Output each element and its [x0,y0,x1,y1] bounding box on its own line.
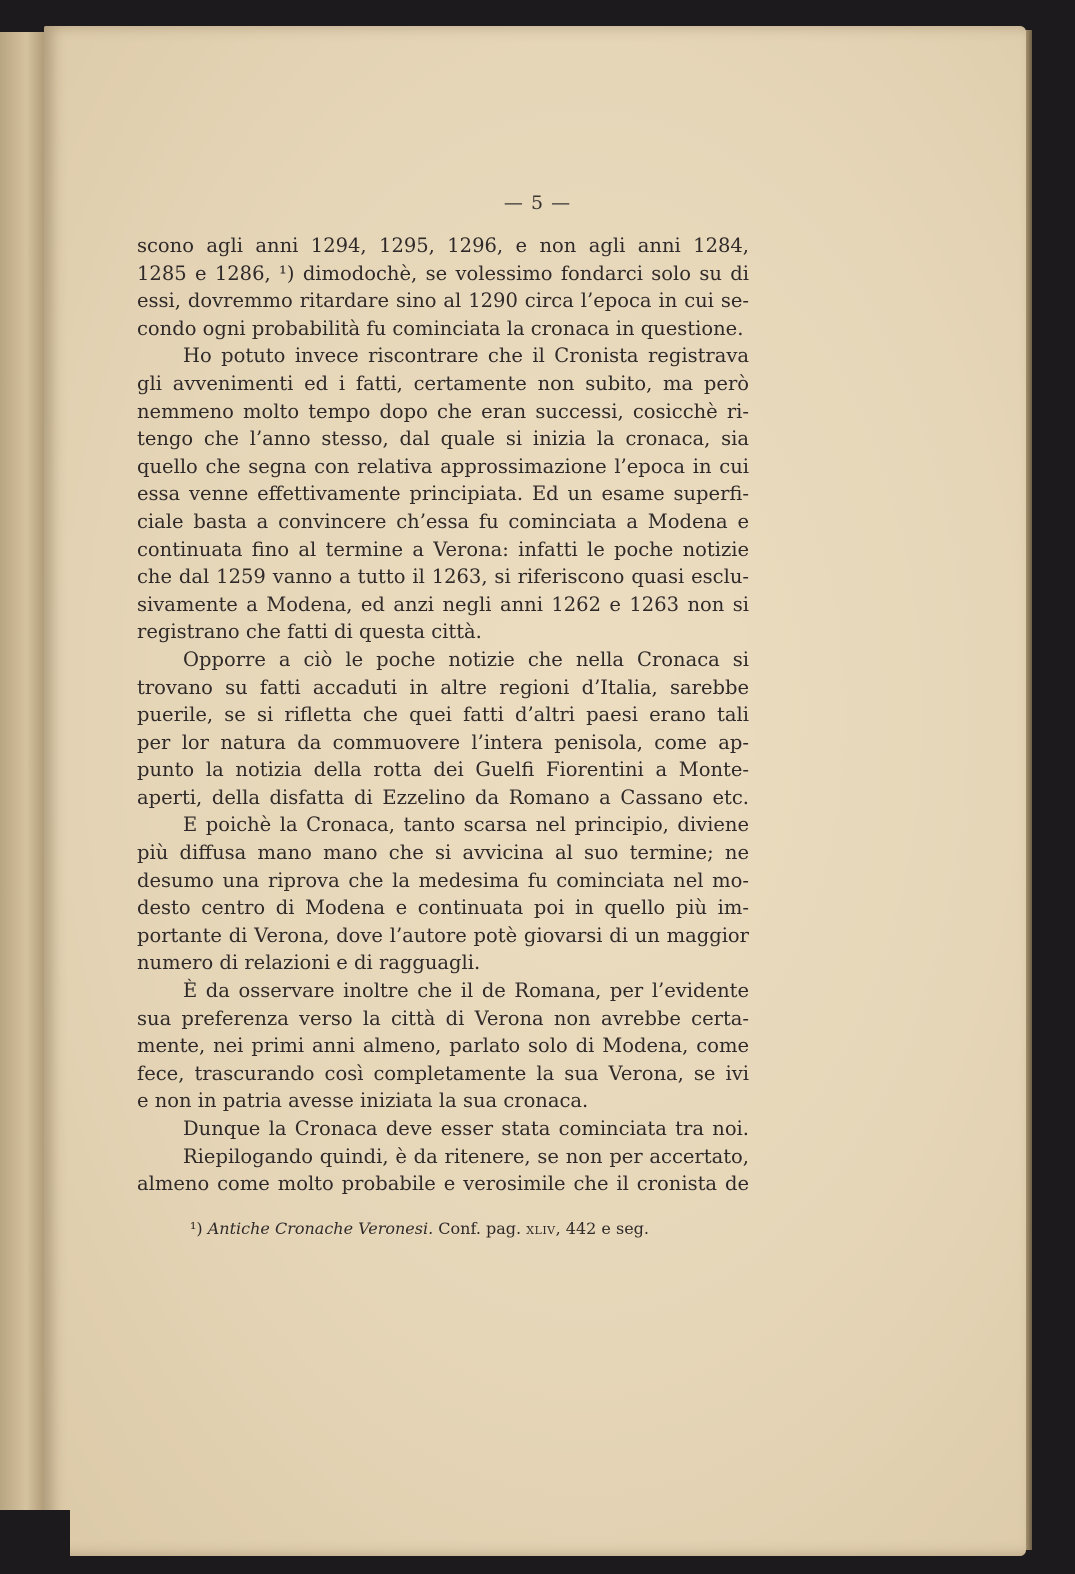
text-line: Ho potuto invece riscontrare che il Cronista registrava [183,344,749,368]
text-line: Riepilogando quindi, è da ritenere, se non per accertato, [183,1144,749,1168]
text-line: per lor natura da commuovere l’intera penisola, come ap- [137,730,749,754]
text-line: E poichè la Cronaca, tanto scarsa nel principio, diviene [183,813,749,837]
footnote-conf: Conf. pag. [438,1219,522,1238]
text-line: puerile, se si rifletta che quei fatti d’altri paesi erano tali [137,703,749,727]
text-line: almeno come molto probabile e verosimile che il cronista de [137,1172,749,1196]
text-line: numero di relazioni e di ragguagli. [137,951,481,975]
text-line: Dunque la Cronaca deve esser stata cominciata tra noi. [183,1117,749,1140]
text-line: nemmeno molto tempo dopo che eran successi, cosicchè ri- [137,399,749,423]
text-line: registrano che fatti di questa città. [137,620,482,644]
text-line: più diffusa mano mano che si avvicina al suo termine; ne [137,841,749,865]
text-line: sivamente a Modena, ed anzi negli anni 1262 e 1263 non si [137,592,749,616]
body-text [137,232,749,1198]
footnote-roman-page: xliv [526,1219,556,1238]
footnote-title: Antiche Cronache Veronesi. [207,1219,434,1238]
page-number: — 5 — [503,192,572,214]
text-line: È da osservare inoltre che il de Romana, per l’evidente [183,979,749,1003]
text-line: essa venne effettivamente principiata. Ed un esame superfi- [137,482,749,506]
text-line: portante di Verona, dove l’autore potè giovarsi di un maggior [137,923,749,947]
text-line: che dal 1259 vanno a tutto il 1263, si riferiscono quasi esclu- [137,565,749,589]
text-line: ciale basta a convincere ch’essa fu cominciata a Modena e [137,509,749,533]
text-line: tengo che l’anno stesso, dal quale si inizia la cronaca, sia [137,427,749,451]
text-line: sua preferenza verso la città di Verona non avrebbe certa- [137,1006,749,1030]
text-line: trovano su fatti accaduti in altre regioni d’Italia, sarebbe [137,675,749,699]
text-line: essi, dovremmo ritardare sino al 1290 circa l’epoca in cui se- [137,289,749,313]
scan-margin [0,1510,70,1574]
text-line: gli avvenimenti ed i fatti, certamente non subito, ma però [137,371,749,395]
text-line: scono agli anni 1294, 1295, 1296, e non agli anni 1284, [137,234,749,257]
text-line: fece, trascurando così completamente la sua Verona, se ivi [137,1061,749,1085]
text-line: punto la notizia della rotta dei Guelfi Fiorentini a Monte- [137,758,749,782]
text-line: e non in patria avesse iniziata la sua cronaca. [137,1089,589,1113]
left-page-edge [0,32,50,1574]
text-line: mente, nei primi anni almeno, parlato solo di Modena, come [137,1034,749,1058]
text-line: Opporre a ciò le poche notizie che nella Cronaca si [183,647,749,671]
text-line: desto centro di Modena e continuata poi in quello più im- [137,896,749,920]
footnote-rest: , 442 e seg. [555,1219,649,1238]
footnote [190,1219,649,1238]
text-line: continuata fino al termine a Verona: infatti le poche notizie [137,537,749,561]
text-line: 1285 e 1286, ¹) dimodochè, se volessimo fondarci solo su di [137,261,749,285]
footnote-marker: ¹) [190,1219,203,1238]
text-line: aperti, della disfatta di Ezzelino da Romano a Cassano etc. [137,785,749,809]
text-line: desumo una riprova che la medesima fu cominciata nel mo- [137,868,749,892]
text-line: condo ogni probabilità fu cominciata la cronaca in questione. [137,316,744,340]
text-line: quello che segna con relativa approssimazione l’epoca in cui [137,454,749,478]
